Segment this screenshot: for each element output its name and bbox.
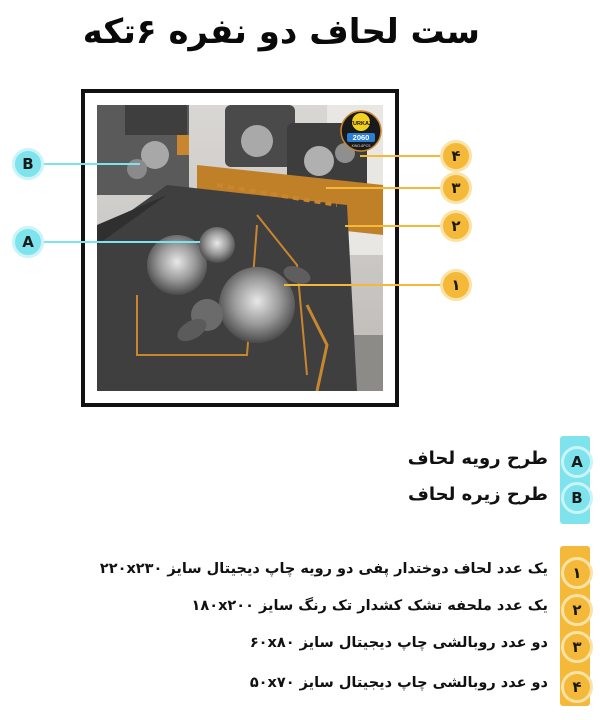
product-photo-frame — [81, 89, 399, 407]
legend-key-1: ۱ — [561, 557, 593, 589]
callout-1: ۱ — [440, 269, 472, 301]
legend-text-1: یک عدد لحاف دوختدار پفی دو رویه چاپ دیجیتال سایز ۲۲۰x۲۳۰ — [99, 561, 548, 577]
brand-badge — [341, 111, 381, 151]
callout-line-3 — [326, 187, 442, 189]
legend-key-a: A — [561, 446, 593, 478]
legend-text-b: طرح زیره لحاف — [407, 484, 548, 505]
page-title: ست لحاف دو نفره ۶تکه — [82, 12, 480, 52]
badge-code: 2060 — [352, 133, 370, 142]
badge-brand: TURKAZ — [349, 121, 373, 127]
bedding-illustration — [97, 105, 383, 391]
callout-line-2 — [345, 225, 442, 227]
legend-key-3: ۳ — [561, 631, 593, 663]
callout-a: A — [12, 226, 44, 258]
badge-size: KING-6PCS — [351, 144, 371, 148]
bedding-photo — [97, 105, 383, 391]
callout-b: B — [12, 148, 44, 180]
callout-2: ۲ — [440, 210, 472, 242]
callout-line-b — [40, 163, 140, 165]
legend-text-3: دو عدد روبالشی چاپ دیجیتال سایز ۶۰x۸۰ — [249, 635, 548, 651]
legend-key-2: ۲ — [561, 594, 593, 626]
legend-text-2: یک عدد ملحفه تشک کشدار تک رنگ سایز ۱۸۰x۲۰۰ — [191, 598, 548, 614]
callout-3: ۳ — [440, 172, 472, 204]
legend-key-4: ۴ — [561, 671, 593, 703]
callout-line-1 — [284, 284, 442, 286]
callout-line-4 — [360, 155, 442, 157]
callout-line-a — [40, 241, 200, 243]
callout-4: ۴ — [440, 140, 472, 172]
legend-text-4: دو عدد روبالشی چاپ دیجیتال سایز ۵۰x۷۰ — [249, 675, 548, 691]
legend-key-b: B — [561, 482, 593, 514]
legend-text-a: طرح رویه لحاف — [407, 448, 548, 469]
